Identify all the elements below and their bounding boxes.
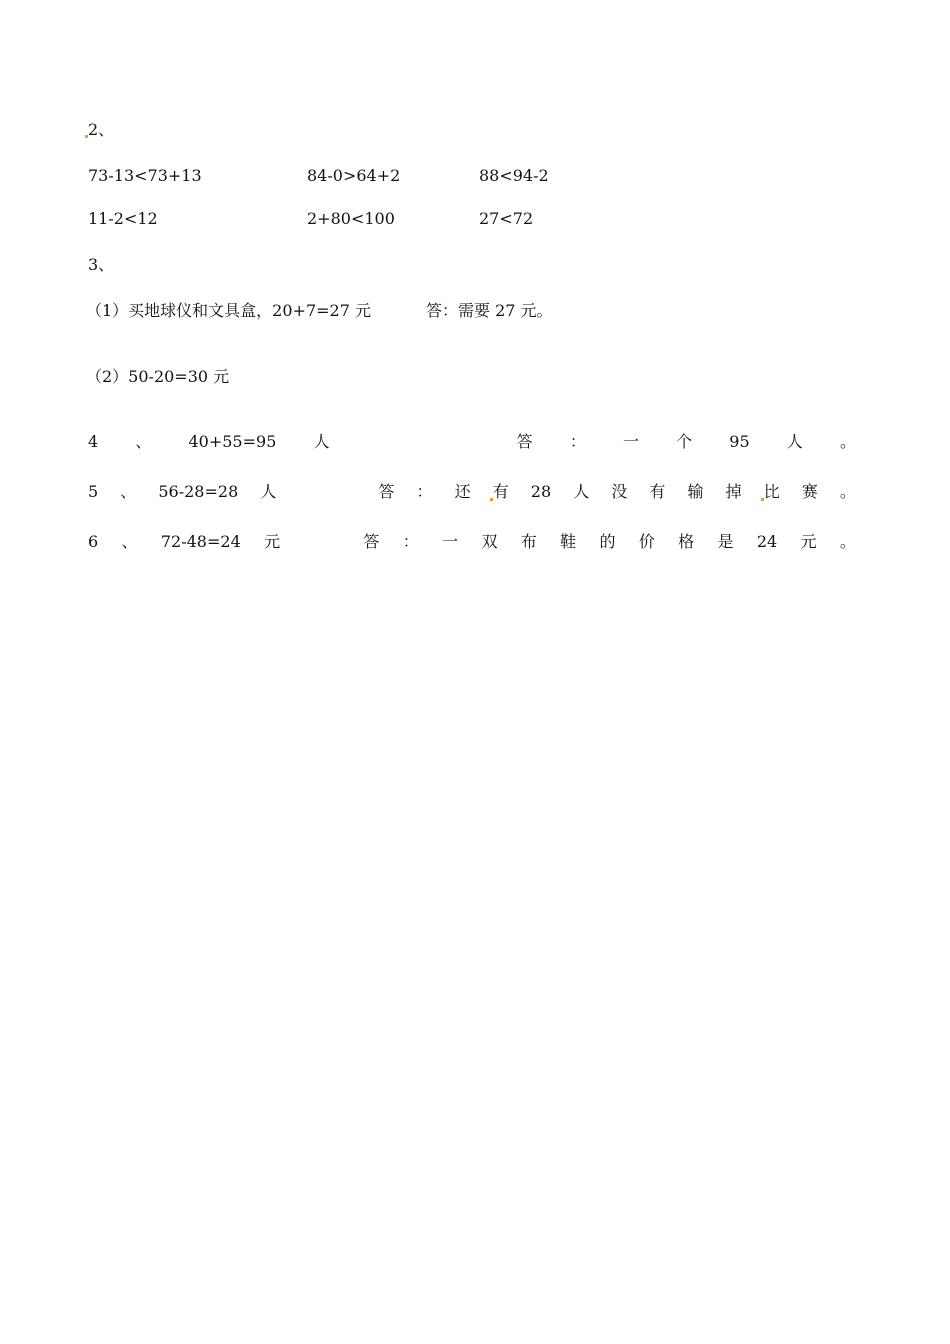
s5-token: 5 [88,482,99,501]
s5-token: ： [416,482,433,501]
problem-1-equation: （1）买地球仪和文具盒，20+7=27 元 [86,301,371,320]
s5-token: 56-28=28 [158,482,239,501]
s6-token: 是 [717,532,734,551]
s4-token: 人 [786,432,803,451]
section-2-number: 2、 [88,120,115,139]
s4-token: 个 [676,432,693,451]
s5-token: 人 [573,482,590,501]
s4-token: 答 [516,432,533,451]
section-6-line [88,532,856,552]
s5-token: 有 [649,482,666,501]
section-4-line [88,432,856,452]
comparison-1: 73-13<73+13 [88,166,202,185]
s6-token: 72-48=24 [160,532,241,551]
s6-token: ： [402,532,419,551]
s5-token: 掉 [725,482,742,501]
comparison-2: 84-0>64+2 [307,166,401,185]
s6-token: 元 [800,532,817,551]
s5-token: 。 [839,482,856,501]
s5-token: 没 [611,482,628,501]
s5-token: 输 [687,482,704,501]
s6-token: 、 [121,532,138,551]
s5-token: 、 [120,482,137,501]
comparison-3: 88<94-2 [479,166,549,185]
s6-token: 布 [520,532,537,551]
s6-token: 一 [442,532,459,551]
s4-token: 95 [729,432,750,451]
comparison-6: 27<72 [479,209,534,228]
section-3-heading: 3、 [88,255,115,274]
s6-token: 的 [599,532,616,551]
s4-token: 40+55=95 [188,432,277,451]
s6-token: 价 [638,532,655,551]
s6-token: 鞋 [560,532,577,551]
s4-token: 。 [839,432,856,451]
comparison-5: 2+80<100 [307,209,395,228]
s6-token: 答 [363,532,380,551]
s6-token: 6 [88,532,99,551]
s4-token: 人 [313,432,330,451]
comparison-4: 11-2<12 [88,209,158,228]
s5-token: 赛 [801,482,818,501]
section-3-problem-2: （2）50-20=30 元 [86,367,230,386]
problem-1-answer: 答：需要 27 元。 [426,301,553,320]
s5-token: 人 [260,482,277,501]
s4-token: 4 [88,432,99,451]
s5-token: 28 [530,482,552,501]
s5-token: 还 [454,482,471,501]
s6-token: 。 [839,532,856,551]
s5-token: 有 [492,482,509,501]
s4-token: ： [569,432,586,451]
s6-token: 元 [264,532,281,551]
s6-token: 双 [481,532,498,551]
s4-token: 、 [135,432,152,451]
s6-token: 24 [756,532,778,551]
s5-token: 比 [763,482,780,501]
section-5-line [88,482,856,502]
s6-token: 格 [678,532,695,551]
section-2-heading [88,120,114,140]
s5-token: 答 [378,482,395,501]
s4-token: 一 [622,432,639,451]
